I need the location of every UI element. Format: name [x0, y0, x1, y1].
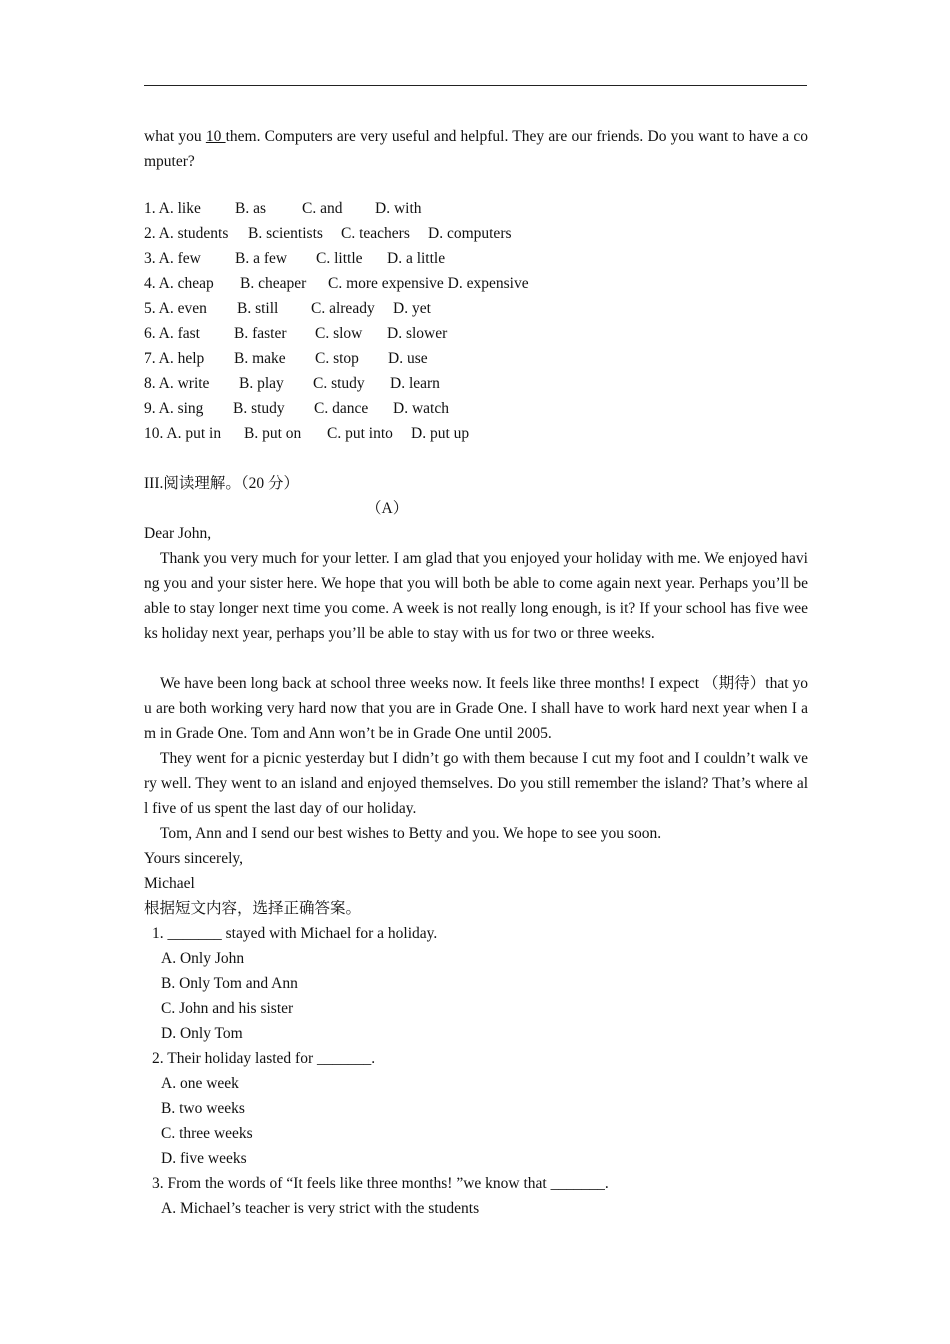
- option-row-7: [144, 346, 808, 371]
- option: D. put up: [411, 425, 470, 442]
- option: D. learn: [390, 375, 440, 392]
- option: 9. A. sing: [144, 400, 204, 417]
- cloze-passage-end: [144, 124, 808, 174]
- option: D. computers: [428, 225, 512, 242]
- option: D. slower: [387, 325, 448, 342]
- option: B. as: [235, 200, 266, 217]
- answer-option[interactable]: D. Only Tom: [161, 1025, 243, 1042]
- answer-option[interactable]: A. Michael’s teacher is very strict with the students: [161, 1200, 480, 1217]
- letter-closing: Yours sincerely,: [144, 850, 244, 867]
- option: C. stop: [315, 350, 359, 367]
- cloze-options-list: [144, 196, 808, 446]
- option: C. and: [302, 200, 343, 217]
- option-row-6: [144, 321, 808, 346]
- option: B. play: [239, 375, 284, 392]
- option: C. study: [313, 375, 365, 392]
- option: 6. A. fast: [144, 325, 200, 342]
- option: B. scientists: [248, 225, 323, 242]
- option: C. slow: [315, 325, 363, 342]
- question-1: [144, 921, 808, 1046]
- answer-option[interactable]: C. John and his sister: [161, 1000, 294, 1017]
- answer-option[interactable]: A. Only John: [161, 950, 245, 967]
- answer-option[interactable]: A. one week: [161, 1075, 239, 1092]
- option: 7. A. help: [144, 350, 205, 367]
- option: D. with: [375, 200, 422, 217]
- option: C. little: [316, 250, 363, 267]
- question-stem: 1. _______ stayed with Michael for a holiday.: [152, 925, 438, 942]
- option: D. yet: [393, 300, 431, 317]
- letter-greeting: Dear John,: [144, 525, 212, 542]
- answer-option[interactable]: B. Only Tom and Ann: [161, 975, 298, 992]
- header-rule: [144, 85, 807, 86]
- option: 2. A. students: [144, 225, 229, 242]
- passage-label: （A）: [366, 500, 409, 517]
- answer-option[interactable]: B. two weeks: [161, 1100, 245, 1117]
- letter-paragraph: Tom, Ann and I send our best wishes to Betty and you. We hope to see you soon.: [160, 825, 662, 842]
- option-row-5: [144, 296, 808, 321]
- option: 10. A. put in: [144, 425, 222, 442]
- answer-option[interactable]: D. five weeks: [161, 1150, 247, 1167]
- option: C. teachers: [341, 225, 410, 242]
- option: 4. A. cheap: [144, 275, 214, 292]
- document-body: [144, 124, 808, 1221]
- option: C. more expensive D. expensive: [328, 275, 529, 292]
- option-row-2: [144, 221, 808, 246]
- answer-option[interactable]: C. three weeks: [161, 1125, 253, 1142]
- question-stem: 2. Their holiday lasted for _______.: [152, 1050, 376, 1067]
- instruction: 根据短文内容，选择正确答案。: [144, 900, 362, 917]
- section-heading: III.阅读理解。（20 分）: [144, 475, 299, 492]
- option-row-3: [144, 246, 808, 271]
- letter-signature: Michael: [144, 875, 195, 892]
- option: D. use: [388, 350, 428, 367]
- option: D. watch: [393, 400, 449, 417]
- option-row-4: [144, 271, 808, 296]
- option: B. faster: [234, 325, 287, 342]
- option: C. put into: [327, 425, 393, 442]
- option: B. make: [234, 350, 286, 367]
- question-2: [144, 1046, 808, 1171]
- option-row-8: [144, 371, 808, 396]
- option-row-1: [144, 196, 808, 221]
- option-row-9: [144, 396, 808, 421]
- letter-paragraph: We have been long back at school three weeks now. It feels like three months! I expect （期待）that you are both working very hard now that you are in Grade One. I shall have to work hard next year when I am in Grade One. Tom and Ann won’t be in Grade One until 2005.: [144, 675, 808, 742]
- option: B. put on: [244, 425, 302, 442]
- option: B. cheaper: [240, 275, 307, 292]
- letter-paragraph: They went for a picnic yesterday but I didn’t go with them because I cut my foot and I couldn’t walk very well. They went to an island and enjoyed themselves. Do you still remember the island? That’s where all five of us spent the last day of our holiday.: [144, 750, 808, 817]
- option: B. still: [237, 300, 279, 317]
- letter-paragraph: Thank you very much for your letter. I am glad that you enjoyed your holiday with me. We enjoyed having you and your sister here. We hope that you will both be able to come again next year. Perhaps you’ll be able to stay longer next time you come. A week is not really long enough, is it? If your school has five weeks holiday next year, perhaps you’ll be able to stay with us for two or three weeks.: [144, 550, 808, 642]
- option: 1. A. like: [144, 200, 201, 217]
- option: 5. A. even: [144, 300, 207, 317]
- option: B. study: [233, 400, 285, 417]
- cloze-text-start: what you: [144, 128, 206, 145]
- cloze-blank-10: 10: [205, 128, 226, 145]
- option: C. already: [311, 300, 375, 317]
- question-3: [144, 1171, 808, 1221]
- question-stem: 3. From the words of “It feels like three months! ”we know that _______.: [152, 1175, 609, 1192]
- option: C. dance: [314, 400, 369, 417]
- option-row-10: [144, 421, 808, 446]
- option: 8. A. write: [144, 375, 210, 392]
- option: B. a few: [235, 250, 288, 267]
- cloze-text-end: them. Computers are very useful and helpful. They are our friends. Do you want to have a computer?: [144, 128, 809, 170]
- option: D. a little: [387, 250, 446, 267]
- option: 3. A. few: [144, 250, 201, 267]
